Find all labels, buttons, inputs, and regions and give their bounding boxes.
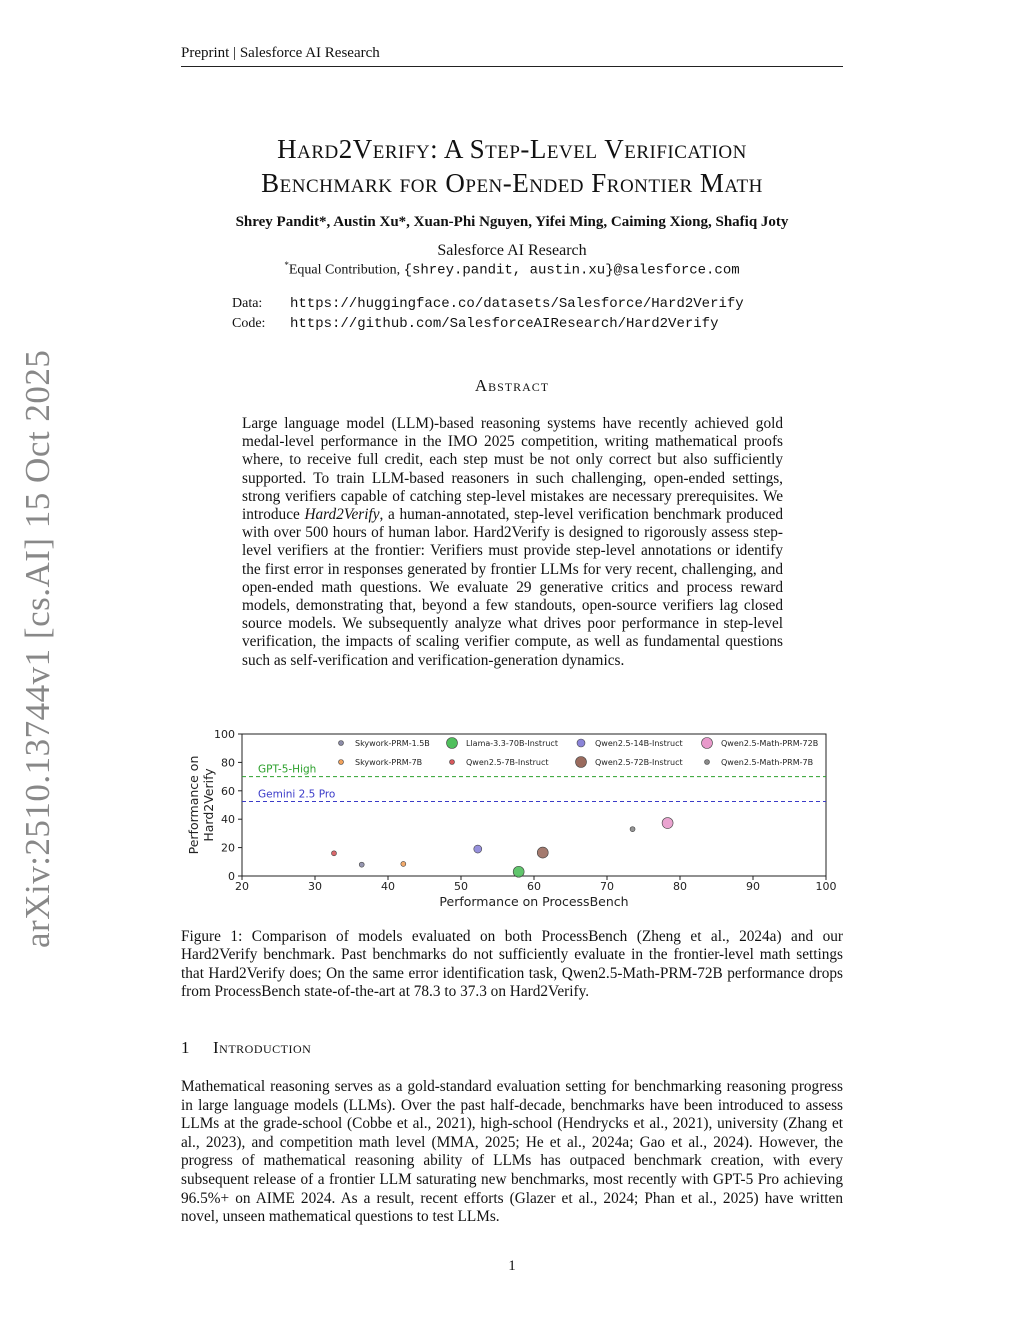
data-url-link[interactable]: https://huggingface.co/datasets/Salesforce/Hard2Verify [290, 296, 744, 312]
abstract-text-1: Large language model (LLM)-based reasoning systems have recently achieved gold medal-level performance in the IMO 2025 competition, writing mathematical proofs where, to receive full credit, each step must be not only correct but also sufficiently supported. To train LLM-based reasoners in such challenging, open-ended settings, strong verifiers capable of catching step-level mistakes are necessary prerequisites. We introduce [242, 415, 783, 524]
section-number: 1 [181, 1038, 190, 1057]
legend-marker-6 [450, 760, 455, 765]
data-link-row [232, 294, 744, 314]
code-link-row [232, 314, 744, 334]
y-axis-label-line-1: Performance on [186, 755, 201, 855]
resource-links [232, 294, 744, 334]
affiliation: Salesforce AI Research [437, 242, 587, 259]
legend-marker-8 [705, 760, 710, 765]
abstract-emphasis: Hard2Verify [304, 506, 380, 524]
data-point-3 [474, 845, 482, 853]
header-rule [181, 66, 843, 67]
legend-label-7: Qwen2.5-72B-Instruct [595, 758, 683, 767]
data-point-2 [513, 866, 524, 877]
contribution-note [150, 260, 874, 279]
x-tick-label: 50 [454, 880, 468, 893]
legend-marker-7 [576, 757, 587, 768]
scatter-chart [180, 722, 850, 912]
page-number: 1 [508, 1258, 516, 1274]
y-tick-label: 80 [221, 756, 235, 770]
x-axis-label: Performance on ProcessBench [439, 894, 629, 909]
reference-line-label-1: GPT-5-High [258, 763, 317, 776]
figure-caption: Figure 1: Comparison of models evaluated on both ProcessBench (Zheng et al., 2024a) and our Hard2Verify benchmark. Past benchmarks do not sufficiently evaluate in the frontier-level math settings that Hard2Verify does; On the same error identification task, Qwen2.5-Math-PRM-72B performance drops from ProcessBench state-of-the-art at 78.3 to 37.3 on Hard2Verify. [181, 928, 843, 1001]
introduction-paragraph: Mathematical reasoning serves as a gold-standard evaluation setting for benchmarking reasoning progress in large language models (LLMs). Over the past half-decade, benchmarks have been introduced to assess LLMs at the grade-school (Cobbe et al., 2021), high-school (Hendrycks et al., 2021), university (Zhang et al., 2023), and competition math level (MMA, 2025; He et al., 2024a; Gao et al., 2024). However, the progress of mathematical reasoning ability of LLMs has outpaced benchmark creation, with every subsequent release of a frontier LLM saturating new benchmarks, most recently with GPT-5 Pro achieving 96.5%+ on AIME 2024. As a result, recent efforts (Glazer et al., 2024; Phan et al., 2025) have written novel, unseen mathematical questions to test LLMs. [181, 1078, 843, 1226]
section-heading [181, 1038, 311, 1058]
y-tick-label: 100 [214, 728, 235, 741]
legend-label-2: Llama-3.3-70B-Instruct [466, 739, 558, 748]
contribution-text: Equal Contribution, [288, 262, 401, 278]
legend-label-6: Qwen2.5-7B-Instruct [466, 758, 549, 767]
reference-line-label-2: Gemini 2.5 Pro [258, 788, 336, 801]
y-axis-label-line-2: Hard2Verify [201, 768, 216, 842]
author-list: Shrey Pandit*, Austin Xu*, Xuan-Phi Nguyen, Yifei Ming, Caiming Xiong, Shafiq Joty [235, 214, 789, 230]
data-point-8 [630, 827, 635, 832]
running-header: Preprint | Salesforce AI Research [181, 45, 380, 61]
abstract-text-2: , a human-annotated, step-level verification benchmark produced with over 500 hours of human labor. Hard2Verify is designed to rigorously assess step-level verifiers at the frontier: Verifiers must provide step-level annotations or identify the first error in responses generated by frontier LLMs for very recent, challenging, and open-ended math questions. We evaluate 29 generative critics and process reward models, demonstrating that, beyond a few standouts, open-source verifiers lag closed source models. We subsequently analyze what drives poor performance in step-level verification, the impacts of scaling verifier compute, as well as fundamental questions such as self-verification and verification-generation dynamics. [242, 506, 784, 669]
x-tick-label: 20 [235, 880, 249, 893]
data-point-1 [359, 862, 364, 867]
arxiv-sidebar-stamp: arXiv:2510.13744v1 [cs.AI] 15 Oct 2025 [18, 349, 57, 948]
code-label: Code: [232, 316, 266, 331]
legend-marker-3 [577, 739, 585, 747]
author-emails[interactable]: {shrey.pandit, austin.xu}@salesforce.com [403, 262, 740, 279]
legend-marker-2 [447, 738, 458, 749]
data-point-6 [331, 851, 336, 856]
x-tick-label: 60 [527, 880, 541, 893]
legend-marker-4 [702, 738, 713, 749]
y-tick-label: 20 [221, 841, 235, 855]
x-tick-label: 70 [600, 880, 614, 893]
paper-title-line-2: Benchmark for Open-Ended Frontier Math [261, 168, 763, 198]
legend-marker-1 [339, 741, 344, 746]
legend-label-4: Qwen2.5-Math-PRM-72B [721, 739, 819, 748]
x-tick-label: 100 [815, 880, 837, 893]
data-point-7 [537, 847, 548, 858]
plot-frame [242, 734, 826, 876]
legend-label-3: Qwen2.5-14B-Instruct [595, 739, 683, 748]
data-label: Data: [232, 296, 263, 311]
legend-label-5: Skywork-PRM-7B [355, 758, 423, 767]
y-tick-label: 40 [221, 813, 235, 827]
data-point-5 [401, 861, 406, 866]
x-tick-label: 80 [673, 880, 687, 893]
x-tick-label: 40 [381, 880, 395, 893]
legend-label-1: Skywork-PRM-1.5B [355, 739, 430, 748]
data-point-4 [662, 818, 673, 829]
y-tick-label: 0 [228, 870, 235, 883]
x-tick-label: 90 [746, 880, 760, 893]
contribution-marker: * [284, 260, 289, 270]
code-url-link[interactable]: https://github.com/SalesforceAIResearch/Hard2Verify [290, 316, 719, 332]
abstract-heading: Abstract [474, 376, 550, 395]
y-tick-label: 60 [221, 784, 235, 798]
x-tick-label: 30 [308, 880, 322, 893]
abstract-body [242, 415, 783, 670]
paper-title-line-1: Hard2Verify: A Step-Level Verification [277, 134, 747, 164]
legend-label-8: Qwen2.5-Math-PRM-7B [721, 758, 814, 767]
section-title: Introduction [213, 1038, 312, 1057]
legend-marker-5 [339, 760, 344, 765]
